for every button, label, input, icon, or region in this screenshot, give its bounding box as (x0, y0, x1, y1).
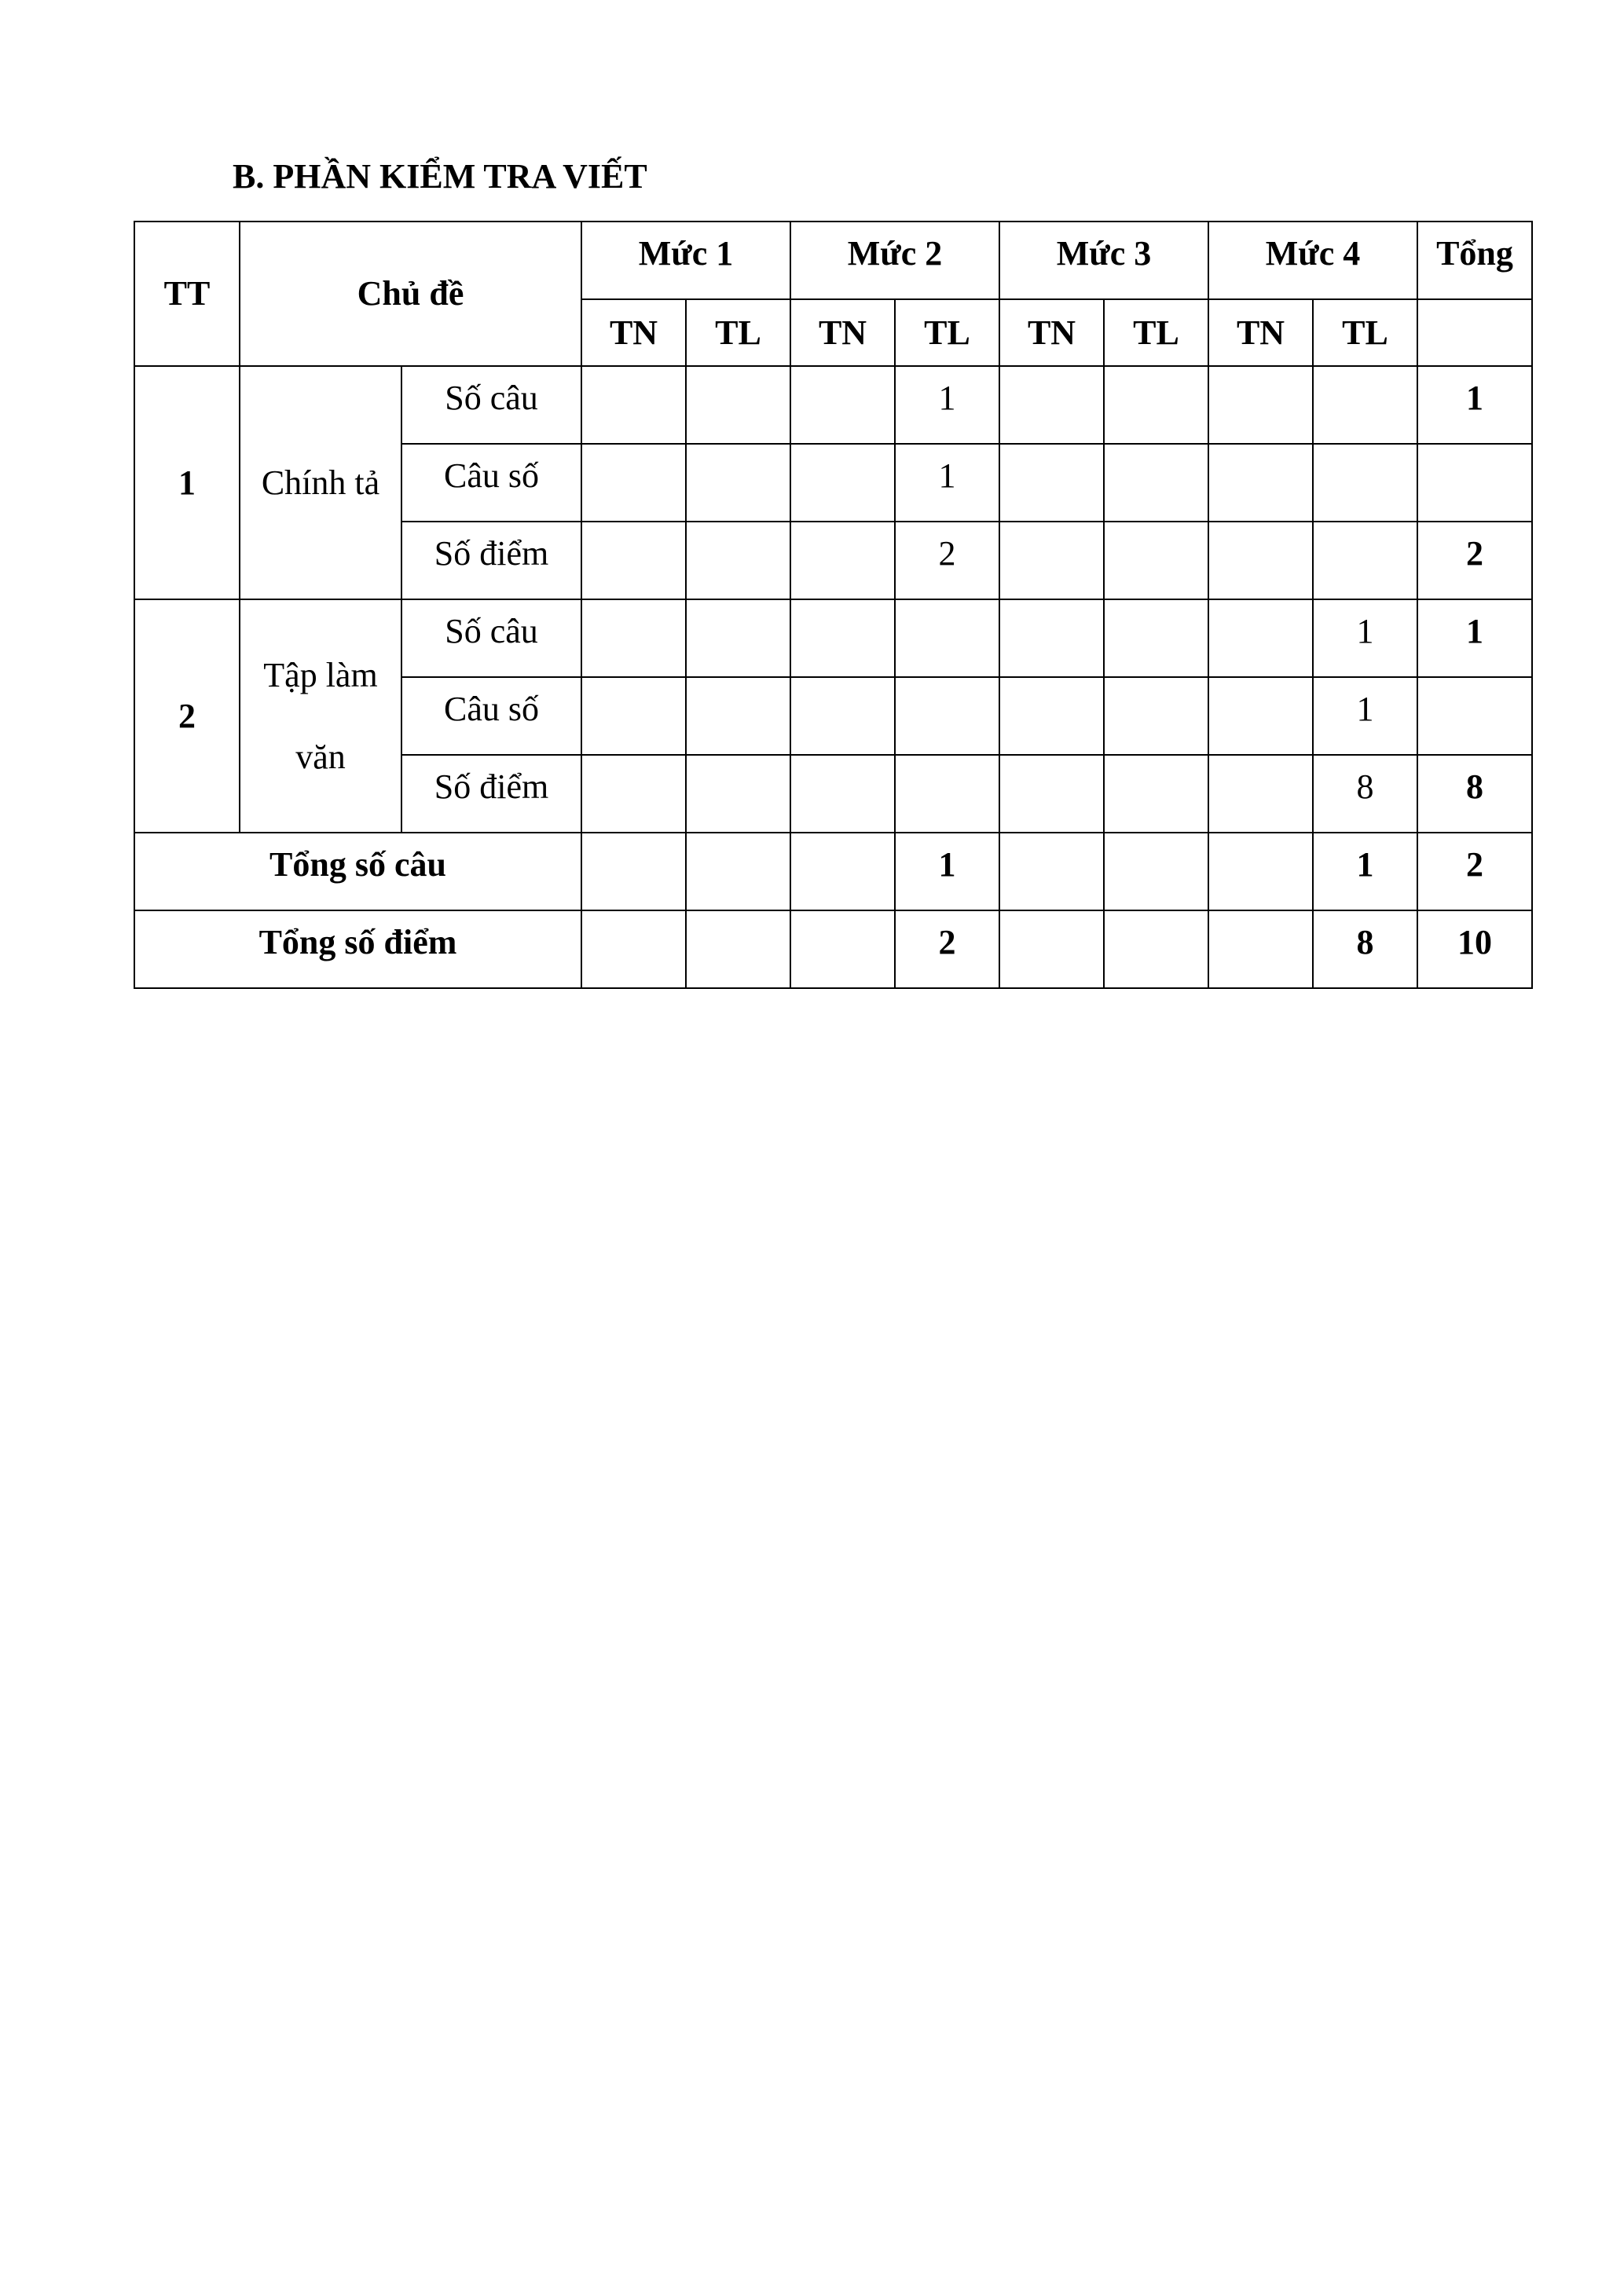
test-matrix-table (134, 221, 1533, 989)
table-cell (999, 366, 1104, 444)
table-cell (999, 522, 1104, 599)
summary-total: 2 (1417, 833, 1532, 910)
row-label: Số điểm (401, 755, 581, 833)
table-cell (999, 444, 1104, 522)
row-total: 1 (1417, 366, 1532, 444)
table-cell (790, 522, 895, 599)
summary-cell (1104, 833, 1208, 910)
table-cell (686, 444, 790, 522)
table-cell: 8 (1313, 755, 1417, 833)
summary-cell (686, 833, 790, 910)
header-sub: TN (999, 299, 1104, 366)
row-tt: 2 (134, 599, 240, 833)
table-cell (1313, 366, 1417, 444)
table-cell (1104, 522, 1208, 599)
table-cell (1104, 755, 1208, 833)
header-sub: TL (686, 299, 790, 366)
summary-cell (999, 910, 1104, 988)
table-cell (686, 366, 790, 444)
header-sub: TL (1313, 299, 1417, 366)
table-cell (1208, 522, 1313, 599)
summary-cell (581, 833, 686, 910)
row-total: 2 (1417, 522, 1532, 599)
row-label: Câu số (401, 677, 581, 755)
row-topic: Tập làm văn (240, 599, 401, 833)
summary-label: Tổng số câu (134, 833, 581, 910)
summary-cell (790, 833, 895, 910)
row-total (1417, 444, 1532, 522)
header-row-levels (134, 222, 1532, 299)
table-cell (581, 599, 686, 677)
table-cell (1208, 599, 1313, 677)
table-cell (895, 755, 999, 833)
table-cell (1208, 755, 1313, 833)
table-cell (790, 755, 895, 833)
row-tt: 1 (134, 366, 240, 599)
table-cell (1313, 522, 1417, 599)
row-label: Số điểm (401, 522, 581, 599)
table-cell (581, 366, 686, 444)
header-level-4: Mức 4 (1208, 222, 1417, 299)
table-cell (686, 677, 790, 755)
header-sub: TN (790, 299, 895, 366)
header-level-3: Mức 3 (999, 222, 1208, 299)
table-cell (999, 755, 1104, 833)
summary-cell (1208, 833, 1313, 910)
table-cell (1104, 677, 1208, 755)
summary-cell (1208, 910, 1313, 988)
table-cell (1104, 444, 1208, 522)
table-row (134, 599, 1532, 677)
table-cell (1208, 444, 1313, 522)
table-cell (686, 522, 790, 599)
row-total: 1 (1417, 599, 1532, 677)
table-cell: 1 (1313, 677, 1417, 755)
summary-cell (790, 910, 895, 988)
table-cell (999, 599, 1104, 677)
row-topic: Chính tả (240, 366, 401, 599)
table-cell (1104, 599, 1208, 677)
table-cell (686, 755, 790, 833)
summary-cell: 2 (895, 910, 999, 988)
table-cell (581, 522, 686, 599)
table-cell (1208, 366, 1313, 444)
table-cell (790, 444, 895, 522)
table-cell: 1 (1313, 599, 1417, 677)
table-cell (1104, 366, 1208, 444)
table-cell (1313, 444, 1417, 522)
summary-cell: 8 (1313, 910, 1417, 988)
table-cell: 1 (895, 444, 999, 522)
table-cell (790, 677, 895, 755)
summary-cell (686, 910, 790, 988)
summary-row (134, 910, 1532, 988)
header-level-1: Mức 1 (581, 222, 790, 299)
summary-cell (999, 833, 1104, 910)
table-row (134, 366, 1532, 444)
row-label: Số câu (401, 366, 581, 444)
header-total-empty (1417, 299, 1532, 366)
summary-total: 10 (1417, 910, 1532, 988)
summary-cell: 1 (895, 833, 999, 910)
table-cell: 2 (895, 522, 999, 599)
table-cell (686, 599, 790, 677)
table-cell (790, 366, 895, 444)
header-tt: TT (134, 222, 240, 366)
summary-cell (581, 910, 686, 988)
summary-label: Tổng số điểm (134, 910, 581, 988)
table-cell (581, 677, 686, 755)
table-cell (895, 677, 999, 755)
row-total: 8 (1417, 755, 1532, 833)
row-label: Câu số (401, 444, 581, 522)
header-sub: TL (1104, 299, 1208, 366)
summary-cell: 1 (1313, 833, 1417, 910)
table-cell: 1 (895, 366, 999, 444)
table-cell (999, 677, 1104, 755)
header-level-2: Mức 2 (790, 222, 999, 299)
header-sub: TN (1208, 299, 1313, 366)
table-cell (581, 755, 686, 833)
summary-row (134, 833, 1532, 910)
summary-cell (1104, 910, 1208, 988)
table-cell (1208, 677, 1313, 755)
header-total: Tổng (1417, 222, 1532, 299)
row-total (1417, 677, 1532, 755)
header-sub: TN (581, 299, 686, 366)
table-cell (895, 599, 999, 677)
table-cell (581, 444, 686, 522)
table-cell (790, 599, 895, 677)
section-heading: B. PHẦN KIỂM TRA VIẾT (233, 157, 647, 196)
header-sub: TL (895, 299, 999, 366)
row-label: Số câu (401, 599, 581, 677)
header-topic: Chủ đề (240, 222, 581, 366)
